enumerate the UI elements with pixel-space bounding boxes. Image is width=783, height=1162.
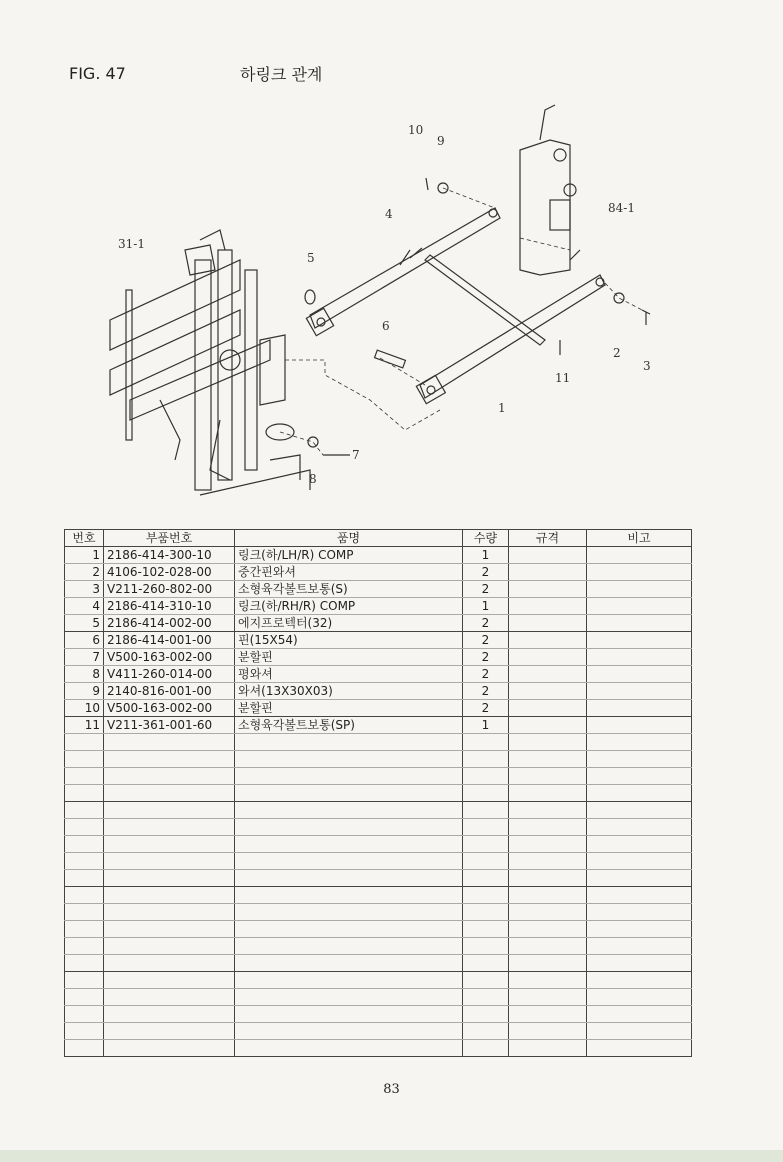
callout-10: 10	[408, 123, 424, 137]
table-row-empty	[65, 751, 692, 768]
table-row-empty	[65, 1006, 692, 1023]
table-row-empty	[65, 1040, 692, 1057]
table-row-empty	[65, 819, 692, 836]
table-row-empty	[65, 853, 692, 870]
link-1	[416, 275, 605, 404]
table-row: 6 2186-414-001-00 핀(15X54) 2	[65, 632, 692, 649]
cross-bar	[425, 255, 545, 345]
table-row: 11 V211-361-001-60 소형육각볼트보통(SP) 1	[65, 717, 692, 734]
frame-31-1	[110, 230, 310, 495]
callout-31-1: 31-1	[118, 237, 145, 251]
callout-9: 9	[437, 134, 445, 148]
table-row: 1 2186-414-300-10 링크(하/LH/R) COMP 1	[65, 547, 692, 564]
table-row: 10 V500-163-002-00 분할핀 2	[65, 700, 692, 717]
callout-84-1: 84-1	[608, 201, 635, 215]
callout-3: 3	[643, 359, 651, 373]
table-row: 4 2186-414-310-10 링크(하/RH/R) COMP 1	[65, 598, 692, 615]
figure-title: 하링크 관계	[240, 65, 323, 84]
bracket-84-1	[520, 105, 580, 275]
table-row-empty	[65, 989, 692, 1006]
callout-11: 11	[555, 371, 571, 385]
callout-7: 7	[352, 448, 360, 462]
table-row-empty	[65, 870, 692, 887]
callout-8: 8	[309, 472, 317, 486]
table-header-row	[65, 530, 692, 547]
table-row: 3 V211-260-802-00 소형육각볼트보통(S) 2	[65, 581, 692, 598]
table-row-empty	[65, 887, 692, 904]
scan-edge	[0, 1150, 783, 1162]
callout-labels	[118, 123, 651, 486]
table-row-empty	[65, 734, 692, 751]
table-row: 9 2140-816-001-00 와셔(13X30X03) 2	[65, 683, 692, 700]
parts-diagram	[100, 100, 700, 510]
table-row: 2 4106-102-028-00 중간핀와셔 2	[65, 564, 692, 581]
table-row-empty	[65, 768, 692, 785]
table-row: 5 2186-414-002-00 에지프로텍터(32) 2	[65, 615, 692, 632]
header-no: 번호	[65, 530, 104, 547]
table-row-empty	[65, 972, 692, 989]
callout-6: 6	[382, 319, 390, 333]
callout-5: 5	[307, 251, 315, 265]
table-row-empty	[65, 836, 692, 853]
table-row-empty	[65, 785, 692, 802]
header-spec: 규격	[509, 530, 587, 547]
callout-4: 4	[385, 207, 393, 221]
pin-6	[375, 350, 406, 368]
table-row-empty	[65, 955, 692, 972]
callout-2: 2	[613, 346, 621, 360]
table-row-empty	[65, 921, 692, 938]
figure-label: FIG. 47	[69, 64, 126, 83]
link-4	[306, 208, 500, 336]
table-row: 8 V411-260-014-00 평와셔 2	[65, 666, 692, 683]
table-row-empty	[65, 938, 692, 955]
table-row-empty	[65, 1023, 692, 1040]
page-number: 83	[383, 1082, 400, 1097]
table-row-empty	[65, 904, 692, 921]
callout-1: 1	[498, 401, 506, 415]
header-part-name: 품명	[235, 530, 463, 547]
table-row: 7 V500-163-002-00 분할핀 2	[65, 649, 692, 666]
table-row-empty	[65, 802, 692, 819]
header-remarks: 비고	[587, 530, 692, 547]
parts-table	[64, 529, 692, 1057]
header-part-number: 부품번호	[104, 530, 235, 547]
header-quantity: 수량	[463, 530, 509, 547]
